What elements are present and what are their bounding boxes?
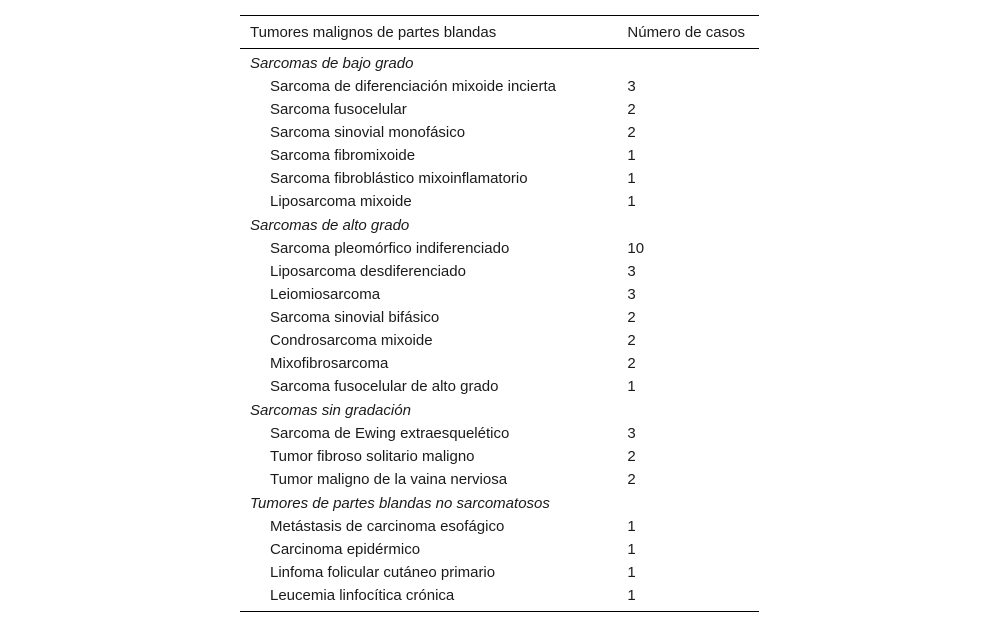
tumor-name-cell: Metástasis de carcinoma esofágico	[270, 518, 505, 535]
group-count-empty	[627, 398, 759, 422]
table-body	[240, 49, 759, 612]
table-row	[240, 375, 759, 398]
table-row	[240, 584, 759, 612]
tumor-name-cell: Leucemia linfocítica crónica	[270, 587, 455, 604]
case-count-cell: 1	[627, 518, 636, 535]
group-title: Tumores de partes blandas no sarcomatosos	[250, 494, 550, 512]
tumor-name-cell: Linfoma folicular cutáneo primario	[270, 564, 496, 581]
group-title: Sarcomas sin gradación	[250, 401, 411, 419]
case-count-cell: 1	[627, 378, 636, 395]
table-row	[240, 329, 759, 352]
table-row	[240, 306, 759, 329]
case-count-cell: 1	[627, 587, 636, 604]
tumor-name-cell: Sarcoma fibromixoide	[270, 147, 416, 164]
tumor-name-cell: Condrosarcoma mixoide	[270, 332, 433, 349]
tumor-name-cell: Tumor fibroso solitario maligno	[270, 448, 475, 465]
table-header	[240, 16, 759, 49]
group-row	[240, 49, 759, 76]
group-row	[240, 398, 759, 422]
group-count-empty	[627, 49, 759, 76]
group-count-empty	[627, 491, 759, 515]
table-row	[240, 190, 759, 213]
group-count-empty	[627, 213, 759, 237]
case-count-cell: 3	[627, 78, 636, 95]
tumor-name-cell: Sarcoma pleomórfico indiferenciado	[270, 240, 510, 257]
case-count-cell: 2	[627, 124, 636, 141]
table-row	[240, 445, 759, 468]
case-count-cell: 1	[627, 193, 636, 210]
table-row	[240, 515, 759, 538]
group-row	[240, 213, 759, 237]
case-count-cell: 1	[627, 147, 636, 164]
tumor-name-cell: Sarcoma sinovial bifásico	[270, 309, 440, 326]
case-count-cell: 2	[627, 448, 636, 465]
case-count-cell: 2	[627, 101, 636, 118]
table-row	[240, 561, 759, 584]
case-count-cell: 3	[627, 286, 636, 303]
case-count-cell: 2	[627, 332, 636, 349]
case-count-cell: 2	[627, 309, 636, 326]
header-case-count: Número de casos	[627, 24, 745, 41]
tumor-cases-table	[240, 15, 759, 612]
tumor-name-cell: Leiomiosarcoma	[270, 286, 381, 303]
table-row	[240, 121, 759, 144]
case-count-cell: 2	[627, 355, 636, 372]
table-row	[240, 98, 759, 121]
case-count-cell: 3	[627, 263, 636, 280]
case-count-cell: 1	[627, 170, 636, 187]
case-count-cell: 1	[627, 564, 636, 581]
tumor-name-cell: Sarcoma fusocelular	[270, 101, 407, 118]
table-row	[240, 538, 759, 561]
table-row	[240, 468, 759, 491]
table-row	[240, 283, 759, 306]
tumor-name-cell: Liposarcoma desdiferenciado	[270, 263, 466, 280]
table-row	[240, 167, 759, 190]
tumor-cases-table-wrapper	[240, 15, 759, 612]
tumor-name-cell: Sarcoma fusocelular de alto grado	[270, 378, 499, 395]
tumor-name-cell: Mixofibrosarcoma	[270, 355, 389, 372]
header-row	[240, 16, 759, 49]
tumor-name-cell: Sarcoma sinovial monofásico	[270, 124, 466, 141]
table-row	[240, 237, 759, 260]
tumor-name-cell: Sarcoma de diferenciación mixoide incierta	[270, 78, 556, 95]
tumor-name-cell: Tumor maligno de la vaina nerviosa	[270, 471, 508, 488]
case-count-cell: 3	[627, 425, 636, 442]
case-count-cell: 2	[627, 471, 636, 488]
table-row	[240, 260, 759, 283]
group-row	[240, 491, 759, 515]
tumor-name-cell: Sarcoma de Ewing extraesquelético	[270, 425, 510, 442]
table-row	[240, 75, 759, 98]
tumor-name-cell: Sarcoma fibroblástico mixoinflamatorio	[270, 170, 528, 187]
group-title: Sarcomas de alto grado	[250, 216, 410, 234]
table-row	[240, 422, 759, 445]
group-title: Sarcomas de bajo grado	[250, 54, 414, 72]
case-count-cell: 1	[627, 541, 636, 558]
table-row	[240, 352, 759, 375]
tumor-name-cell: Carcinoma epidérmico	[270, 541, 421, 558]
case-count-cell: 10	[627, 240, 645, 257]
tumor-name-cell: Liposarcoma mixoide	[270, 193, 412, 210]
header-tumor-type: Tumores malignos de partes blandas	[250, 24, 497, 41]
table-row	[240, 144, 759, 167]
